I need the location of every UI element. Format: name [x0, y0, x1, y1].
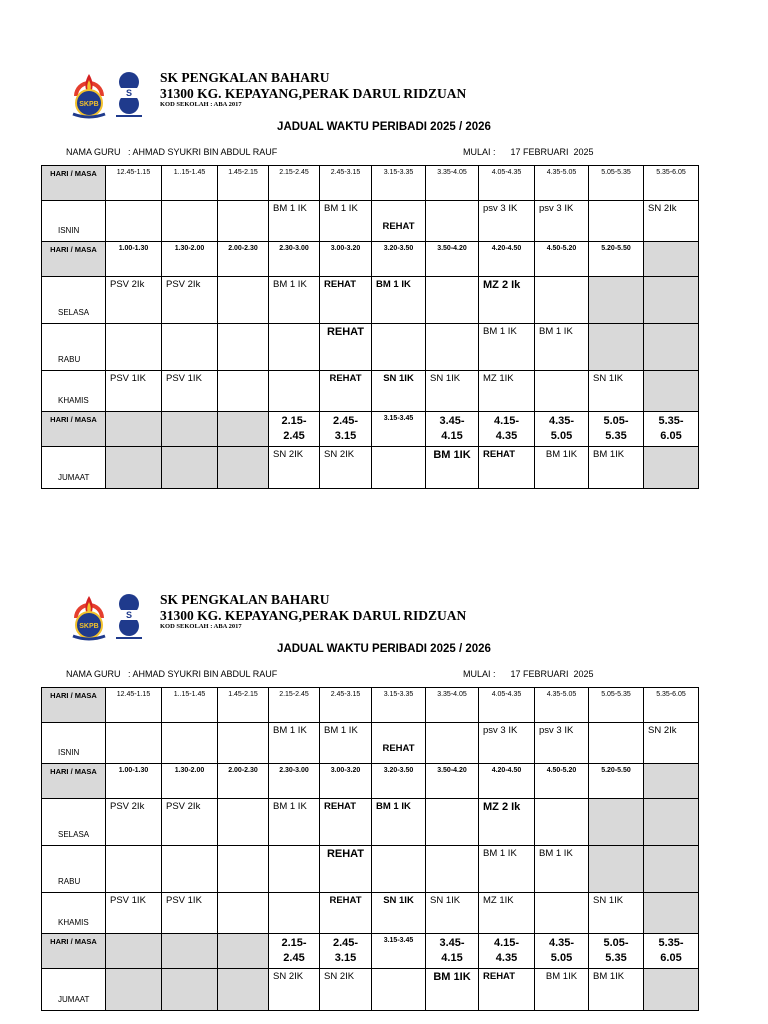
subject-cell: psv 3 IK — [535, 723, 589, 764]
subject-cell: BM 1 IK — [535, 846, 589, 893]
subject-cell — [106, 447, 162, 489]
subject-cell — [106, 846, 162, 893]
time-slot-header: 1.45-2.15 — [218, 688, 269, 723]
subject-cell: REHAT — [320, 277, 372, 324]
subject-cell: SN 1IK — [589, 371, 644, 412]
subject-cell: BM 1IK — [589, 447, 644, 489]
time-slot-header: 3.00-3.20 — [320, 242, 372, 277]
subject-cell — [426, 846, 479, 893]
subject-cell: REHAT — [479, 447, 535, 489]
day-row-selasa — [42, 277, 699, 324]
subject-cell: BM 1IK — [535, 447, 589, 489]
time-slot-header: 2.30-3.00 — [269, 764, 320, 799]
subject-cell: PSV 1IK — [106, 371, 162, 412]
page-title: JADUAL WAKTU PERIBADI 2025 / 2026 — [277, 643, 491, 655]
subject-cell — [589, 799, 644, 846]
time-slot-header: 3.35-4.05 — [426, 166, 479, 201]
time-slot-header: 4.15- 4.35 — [479, 934, 535, 969]
time-slot-header: 4.05-4.35 — [479, 688, 535, 723]
time-slot-header: 5.35- 6.05 — [644, 934, 699, 969]
subject-cell: REHAT — [320, 324, 372, 371]
subject-cell — [269, 324, 320, 371]
subject-cell: REHAT — [372, 723, 426, 764]
subject-cell — [589, 201, 644, 242]
time-slot-header: 4.35-5.05 — [535, 166, 589, 201]
day-row-jumaat — [42, 969, 699, 1011]
time-slot-header: 5.05-5.35 — [589, 688, 644, 723]
subject-cell: BM 1 IK — [535, 324, 589, 371]
time-slot-header: 3.15-3.45 — [372, 412, 426, 447]
subject-cell: MZ 1IK — [479, 371, 535, 412]
time-slot-header: 5.35- 6.05 — [644, 412, 699, 447]
day-label: RABU — [42, 846, 106, 893]
subject-cell — [426, 324, 479, 371]
subject-cell: BM 1 IK — [269, 201, 320, 242]
time-slot-header — [162, 934, 218, 969]
header-label: HARI / MASA — [42, 412, 106, 447]
subject-cell — [535, 893, 589, 934]
time-slot-header: 2.45- 3.15 — [320, 412, 372, 447]
subject-cell: SN 1IK — [372, 371, 426, 412]
subject-cell: MZ 1IK — [479, 893, 535, 934]
subject-cell — [162, 324, 218, 371]
timetable — [41, 687, 699, 1011]
time-slot-header: 2.15- 2.45 — [269, 934, 320, 969]
time-slot-header: 2.15-2.45 — [269, 688, 320, 723]
time-slot-header: 2.15- 2.45 — [269, 412, 320, 447]
header-label: HARI / MASA — [42, 166, 106, 201]
school-code: KOD SEKOLAH : ABA 2017 — [160, 101, 242, 108]
time-slot-header — [162, 412, 218, 447]
subject-cell — [162, 447, 218, 489]
subject-cell: BM 1 IK — [269, 723, 320, 764]
subject-cell: BM 1IK — [535, 969, 589, 1011]
time-slot-header: 2.30-3.00 — [269, 242, 320, 277]
time-slot-header: 1.00-1.30 — [106, 764, 162, 799]
subject-cell — [218, 969, 269, 1011]
time-slot-header — [106, 934, 162, 969]
timetable — [41, 165, 699, 489]
time-slot-header: 5.35-6.05 — [644, 688, 699, 723]
subject-cell — [106, 969, 162, 1011]
subject-cell: BM 1 IK — [269, 799, 320, 846]
subject-cell — [372, 324, 426, 371]
subject-cell — [589, 723, 644, 764]
subject-cell — [644, 969, 699, 1011]
subject-cell — [162, 846, 218, 893]
time-slot-header: 3.20-3.50 — [372, 764, 426, 799]
page-title: JADUAL WAKTU PERIBADI 2025 / 2026 — [277, 121, 491, 133]
header-label: HARI / MASA — [42, 934, 106, 969]
subject-cell: psv 3 IK — [479, 723, 535, 764]
subject-cell — [106, 201, 162, 242]
time-slot-header: 4.35- 5.05 — [535, 412, 589, 447]
time-slot-header: 1.45-2.15 — [218, 166, 269, 201]
subject-cell: BM 1IK — [589, 969, 644, 1011]
subject-cell — [426, 277, 479, 324]
subject-cell — [218, 893, 269, 934]
time-slot-header: 12.45-1.15 — [106, 688, 162, 723]
time-slot-header — [218, 934, 269, 969]
svg-text:SKPB: SKPB — [79, 623, 99, 630]
school-address: 31300 KG. KEPAYANG,PERAK DARUL RIDZUAN — [160, 608, 467, 623]
subject-cell — [644, 893, 699, 934]
subject-cell — [644, 324, 699, 371]
subject-cell: SN 2IK — [269, 447, 320, 489]
subject-cell — [589, 846, 644, 893]
subject-cell: BM 1 IK — [479, 846, 535, 893]
teacher-name: NAMA GURU : AHMAD SYUKRI BIN ABDUL RAUF — [66, 669, 278, 679]
start-date: MULAI : 17 FEBRUARI 2025 — [463, 669, 594, 679]
teacher-name: NAMA GURU : AHMAD SYUKRI BIN ABDUL RAUF — [66, 147, 278, 157]
timetable-page — [0, 522, 768, 1004]
time-slot-header — [106, 412, 162, 447]
subject-cell — [218, 324, 269, 371]
subject-cell: REHAT — [479, 969, 535, 1011]
time-slot-header: 3.15-3.35 — [372, 166, 426, 201]
subject-cell: psv 3 IK — [535, 201, 589, 242]
subject-cell — [218, 846, 269, 893]
subject-cell: SN 1IK — [426, 371, 479, 412]
subject-cell — [269, 893, 320, 934]
day-label: ISNIN — [42, 201, 106, 242]
subject-cell: BM 1 IK — [320, 723, 372, 764]
subject-cell — [535, 277, 589, 324]
time-slot-header: 1.30-2.00 — [162, 242, 218, 277]
subject-cell: MZ 2 Ik — [479, 277, 535, 324]
subject-cell: SN 1IK — [426, 893, 479, 934]
subject-cell: REHAT — [372, 201, 426, 242]
subject-cell: BM 1 IK — [372, 799, 426, 846]
subject-cell — [218, 277, 269, 324]
time-slot-header: 3.20-3.50 — [372, 242, 426, 277]
time-slot-header: 3.00-3.20 — [320, 764, 372, 799]
time-slot-header: 5.20-5.50 — [589, 242, 644, 277]
subject-cell — [644, 846, 699, 893]
time-slot-header: 3.45- 4.15 — [426, 412, 479, 447]
subject-cell: BM 1 IK — [479, 324, 535, 371]
subject-cell: PSV 2Ik — [162, 799, 218, 846]
header-row — [42, 688, 699, 723]
day-label: KHAMIS — [42, 893, 106, 934]
day-row-rabu — [42, 324, 699, 371]
svg-text:SKPB: SKPB — [79, 101, 99, 108]
time-slot-header: 3.50-4.20 — [426, 764, 479, 799]
subject-cell: SN 2IK — [320, 969, 372, 1011]
header-row — [42, 166, 699, 201]
school-code: KOD SEKOLAH : ABA 2017 — [160, 623, 242, 630]
school-logos-icon — [70, 588, 150, 642]
subject-cell: PSV 2Ik — [162, 277, 218, 324]
time-slot-header: 3.45- 4.15 — [426, 934, 479, 969]
subject-cell: REHAT — [320, 799, 372, 846]
subject-cell — [589, 277, 644, 324]
day-label: SELASA — [42, 799, 106, 846]
subject-cell — [535, 371, 589, 412]
header-row — [42, 934, 699, 969]
time-slot-header: 4.15- 4.35 — [479, 412, 535, 447]
day-row-jumaat — [42, 447, 699, 489]
time-slot-header: 3.50-4.20 — [426, 242, 479, 277]
subject-cell: REHAT — [320, 371, 372, 412]
time-slot-header: 5.05- 5.35 — [589, 412, 644, 447]
subject-cell — [162, 723, 218, 764]
subject-cell: psv 3 IK — [479, 201, 535, 242]
subject-cell — [106, 324, 162, 371]
time-slot-header: 2.45-3.15 — [320, 166, 372, 201]
subject-cell: SN 2Ik — [644, 723, 699, 764]
subject-cell — [535, 799, 589, 846]
header-label: HARI / MASA — [42, 242, 106, 277]
subject-cell — [162, 969, 218, 1011]
subject-cell — [218, 201, 269, 242]
subject-cell — [269, 846, 320, 893]
day-row-khamis — [42, 371, 699, 412]
school-address: 31300 KG. KEPAYANG,PERAK DARUL RIDZUAN — [160, 86, 467, 101]
day-label: JUMAAT — [42, 969, 106, 1011]
time-slot-header: 4.20-4.50 — [479, 242, 535, 277]
subject-cell — [426, 799, 479, 846]
day-row-isnin — [42, 201, 699, 242]
subject-cell: PSV 1IK — [162, 893, 218, 934]
subject-cell: BM 1 IK — [269, 277, 320, 324]
time-slot-header — [218, 412, 269, 447]
subject-cell: SN 2IK — [320, 447, 372, 489]
school-name: SK PENGKALAN BAHARU — [160, 70, 330, 85]
time-slot-header: 5.05-5.35 — [589, 166, 644, 201]
svg-text:S: S — [125, 88, 133, 98]
time-slot-header: 4.05-4.35 — [479, 166, 535, 201]
header-row — [42, 412, 699, 447]
day-row-isnin — [42, 723, 699, 764]
subject-cell — [106, 723, 162, 764]
subject-cell — [269, 371, 320, 412]
day-label: JUMAAT — [42, 447, 106, 489]
subject-cell — [644, 447, 699, 489]
subject-cell: SN 2Ik — [644, 201, 699, 242]
header-label: HARI / MASA — [42, 764, 106, 799]
day-row-rabu — [42, 846, 699, 893]
time-slot-header: 3.35-4.05 — [426, 688, 479, 723]
header-label: HARI / MASA — [42, 688, 106, 723]
time-slot-header: 12.45-1.15 — [106, 166, 162, 201]
time-slot-header: 2.00-2.30 — [218, 764, 269, 799]
school-name: SK PENGKALAN BAHARU — [160, 592, 330, 607]
time-slot-header: 2.45- 3.15 — [320, 934, 372, 969]
subject-cell — [644, 799, 699, 846]
header-row — [42, 764, 699, 799]
time-slot-header: 4.35-5.05 — [535, 688, 589, 723]
subject-cell: BM 1IK — [426, 969, 479, 1011]
time-slot-header: 5.20-5.50 — [589, 764, 644, 799]
subject-cell: BM 1 IK — [320, 201, 372, 242]
start-date: MULAI : 17 FEBRUARI 2025 — [463, 147, 594, 157]
subject-cell — [372, 969, 426, 1011]
subject-cell: REHAT — [320, 893, 372, 934]
time-slot-header: 5.35-6.05 — [644, 166, 699, 201]
time-slot-header: 1.00-1.30 — [106, 242, 162, 277]
subject-cell: SN 2IK — [269, 969, 320, 1011]
subject-cell: PSV 1IK — [162, 371, 218, 412]
subject-cell — [644, 277, 699, 324]
subject-cell: BM 1 IK — [372, 277, 426, 324]
day-label: RABU — [42, 324, 106, 371]
subject-cell: SN 1IK — [372, 893, 426, 934]
school-logos-icon — [70, 66, 150, 120]
time-slot-header: 1..15-1.45 — [162, 166, 218, 201]
subject-cell: PSV 2Ik — [106, 799, 162, 846]
subject-cell — [426, 723, 479, 764]
subject-cell — [218, 447, 269, 489]
time-slot-header: 5.05- 5.35 — [589, 934, 644, 969]
subject-cell: REHAT — [320, 846, 372, 893]
time-slot-header: 1.30-2.00 — [162, 764, 218, 799]
day-row-selasa — [42, 799, 699, 846]
subject-cell — [218, 723, 269, 764]
time-slot-header: 3.15-3.35 — [372, 688, 426, 723]
time-slot-header: 4.20-4.50 — [479, 764, 535, 799]
time-slot-header: 4.50-5.20 — [535, 242, 589, 277]
subject-cell — [372, 846, 426, 893]
subject-cell: SN 1IK — [589, 893, 644, 934]
day-label: ISNIN — [42, 723, 106, 764]
subject-cell: PSV 2Ik — [106, 277, 162, 324]
subject-cell — [218, 799, 269, 846]
time-slot-header: 2.45-3.15 — [320, 688, 372, 723]
time-slot-header: 4.50-5.20 — [535, 764, 589, 799]
subject-cell — [162, 201, 218, 242]
time-slot-header — [644, 764, 699, 799]
day-label: KHAMIS — [42, 371, 106, 412]
subject-cell: PSV 1IK — [106, 893, 162, 934]
day-label: SELASA — [42, 277, 106, 324]
day-row-khamis — [42, 893, 699, 934]
time-slot-header: 1..15-1.45 — [162, 688, 218, 723]
subject-cell: MZ 2 Ik — [479, 799, 535, 846]
subject-cell: BM 1IK — [426, 447, 479, 489]
subject-cell — [218, 371, 269, 412]
subject-cell — [372, 447, 426, 489]
header-row — [42, 242, 699, 277]
time-slot-header: 2.15-2.45 — [269, 166, 320, 201]
time-slot-header: 2.00-2.30 — [218, 242, 269, 277]
svg-text:S: S — [125, 610, 133, 620]
subject-cell — [644, 371, 699, 412]
timetable-page — [0, 0, 768, 482]
subject-cell — [589, 324, 644, 371]
subject-cell — [426, 201, 479, 242]
time-slot-header: 3.15-3.45 — [372, 934, 426, 969]
time-slot-header — [644, 242, 699, 277]
time-slot-header: 4.35- 5.05 — [535, 934, 589, 969]
